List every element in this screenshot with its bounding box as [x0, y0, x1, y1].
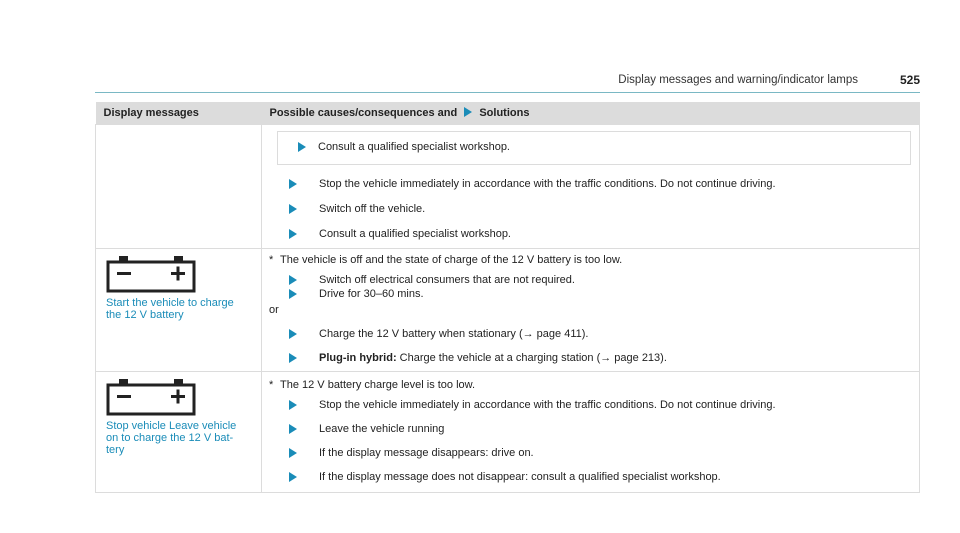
solution-step: Plug-in hybrid: Charge the vehicle at a charging station (→ page 213). [289, 351, 919, 365]
step-arrow-icon [289, 353, 297, 363]
solution-step: Switch off the vehicle. [289, 202, 919, 216]
solution-steps [262, 273, 919, 301]
column-header-display-messages: Display messages [96, 102, 262, 125]
step-arrow-icon [289, 329, 297, 339]
solution-arrow-icon [464, 107, 472, 117]
table-row [96, 249, 920, 372]
display-messages-table [95, 102, 920, 493]
solution-step: Stop the vehicle immediately in accordance with the traffic conditions. Do not continue driving. [289, 177, 919, 191]
table-header-row [96, 102, 920, 125]
column-header-causes-solutions [262, 102, 920, 125]
step-arrow-icon [289, 229, 297, 239]
solution-step: Drive for 30–60 mins. [289, 287, 919, 301]
battery-icon [106, 378, 196, 416]
message-label: Start the vehicle to charge the 12 V battery [106, 297, 234, 321]
column-header-causes: Possible causes/consequences and [269, 107, 458, 119]
table-row [96, 125, 920, 249]
solution-steps [262, 327, 919, 365]
solution-cell [262, 372, 920, 493]
solution-step: If the display message does not disappear: consult a qualified specialist workshop. [289, 470, 919, 484]
solution-step: Leave the vehicle running [289, 422, 919, 436]
step-arrow-icon [298, 142, 306, 152]
or-text: or [269, 304, 279, 316]
page-header [95, 70, 920, 93]
column-header-solutions: Solutions [479, 107, 530, 119]
header-title: Display messages and warning/indicator lamps [618, 74, 858, 86]
solution-step: Charge the 12 V battery when stationary (→ page 411). [289, 327, 919, 341]
cause-note: * The vehicle is off and the state of charge of the 12 V battery is too low. [269, 254, 623, 266]
solution-step: If the display message disappears: drive on. [289, 446, 919, 460]
solution-step: Consult a qualified specialist workshop. [298, 140, 900, 154]
solution-steps [262, 398, 919, 484]
boxed-solution [277, 131, 911, 165]
solution-step: Stop the vehicle immediately in accordance with the traffic conditions. Do not continue driving. [289, 398, 919, 412]
step-arrow-icon [289, 275, 297, 285]
step-arrow-icon [289, 204, 297, 214]
battery-icon [106, 255, 196, 293]
step-arrow-icon [289, 400, 297, 410]
page-number: 525 [899, 73, 920, 87]
solution-step: Switch off electrical consumers that are not required. [289, 273, 919, 287]
step-arrow-icon [289, 179, 297, 189]
message-cell [96, 372, 262, 493]
solution-step: Consult a qualified specialist workshop. [289, 227, 919, 241]
step-arrow-icon [289, 472, 297, 482]
solution-cell [262, 249, 920, 372]
step-arrow-icon [289, 448, 297, 458]
message-cell-empty [96, 125, 262, 249]
step-arrow-icon [289, 424, 297, 434]
solution-cell [262, 125, 920, 249]
message-label: Stop vehicle Leave vehicle on to charge the 12 V bat- tery [106, 420, 237, 456]
message-cell [96, 249, 262, 372]
step-arrow-icon [289, 289, 297, 299]
cause-note: * The 12 V battery charge level is too low. [269, 379, 476, 391]
table-row [96, 372, 920, 493]
solution-steps [262, 165, 919, 248]
